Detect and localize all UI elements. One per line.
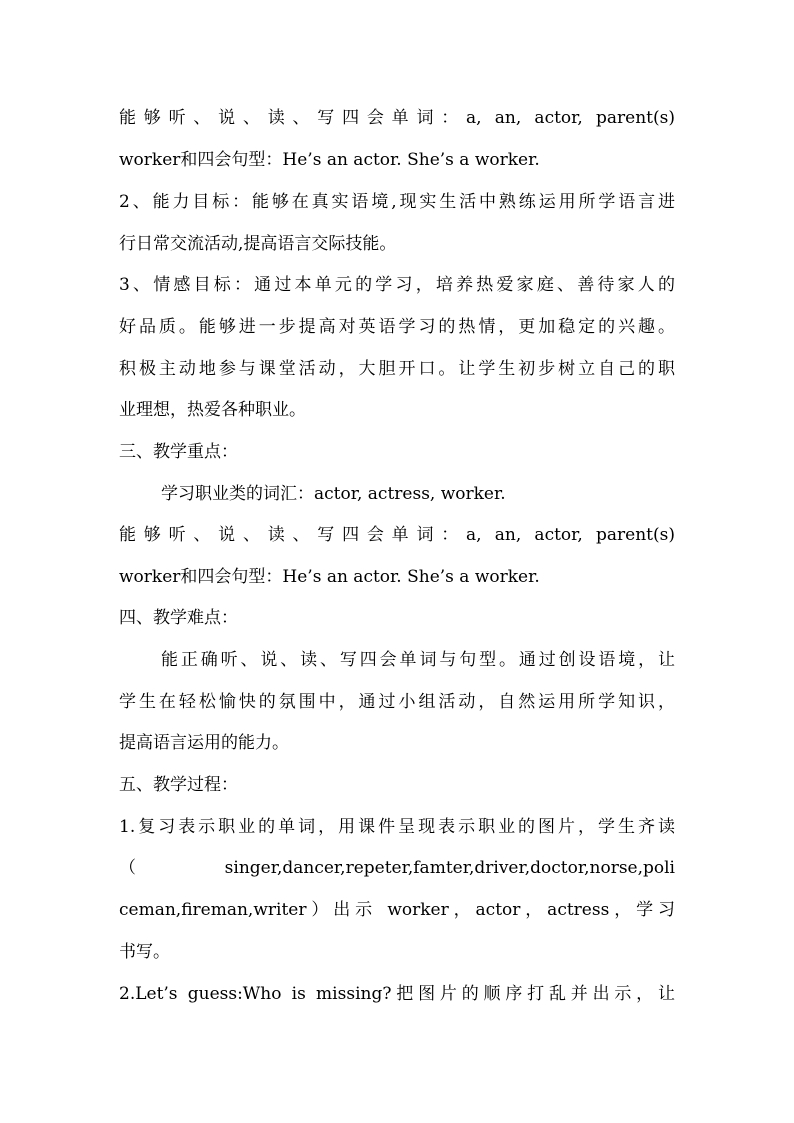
text-line-process-step-1-words-cont: ceman,fireman,writer）出示 worker，actor，actress，学习 (119, 900, 675, 920)
text-line-emotion-goal: 3、情感目标：通过本单元的学习，培养热爱家庭、善待家人的 (119, 275, 675, 295)
section-heading-key-points: 三、教学重点： (119, 442, 238, 462)
text-line-key-words: 能够听、说、读、写四会单词：a, an, actor, parent(s) (119, 525, 675, 545)
section-heading-teaching-process: 五、教学过程： (119, 775, 238, 795)
text-line-key-sentences: worker和四会句型：He’s an actor. She’s a worker. (119, 567, 540, 587)
text-line-objective-words: 能够听、说、读、写四会单词：a, an, actor, parent(s) (119, 108, 675, 128)
text-line-key-vocabulary: 学习职业类的词汇：actor, actress, worker. (161, 484, 506, 504)
text-line-difficulty-end: 提高语言运用的能力。 (119, 733, 289, 753)
text-line-emotion-goal-end: 业理想，热爱各种职业。 (119, 400, 306, 420)
text-line-difficulty: 能正确听、说、读、写四会单词与句型。通过创设语境，让 (161, 650, 675, 670)
text-line-emotion-goal-cont: 好品质。能够进一步提高对英语学习的热情，更加稳定的兴趣。 (119, 317, 675, 337)
text-line-process-step-1-end: 书写。 (119, 942, 170, 962)
text-line-process-step-1-words: （singer,dancer,repeter,famter,driver,doctor,norse,poli (119, 858, 675, 878)
text-line-process-step-2: 2.Let’s guess:Who is missing?把图片的顺序打乱并出示，让 (119, 984, 675, 1004)
text-line-difficulty-cont: 学生在轻松愉快的氛围中，通过小组活动，自然运用所学知识， (119, 692, 675, 712)
text-line-objective-sentences: worker和四会句型：He’s an actor. She’s a worker. (119, 150, 540, 170)
text-line-emotion-goal-cont2: 积极主动地参与课堂活动，大胆开口。让学生初步树立自己的职 (119, 359, 675, 379)
text-line-ability-goal-cont: 行日常交流活动,提高语言交际技能。 (119, 234, 397, 254)
text-line-ability-goal: 2、能力目标：能够在真实语境,现实生活中熟练运用所学语言进 (119, 192, 675, 212)
text-line-process-step-1: 1.复习表示职业的单词，用课件呈现表示职业的图片，学生齐读 (119, 817, 675, 837)
section-heading-difficulties: 四、教学难点： (119, 608, 238, 628)
